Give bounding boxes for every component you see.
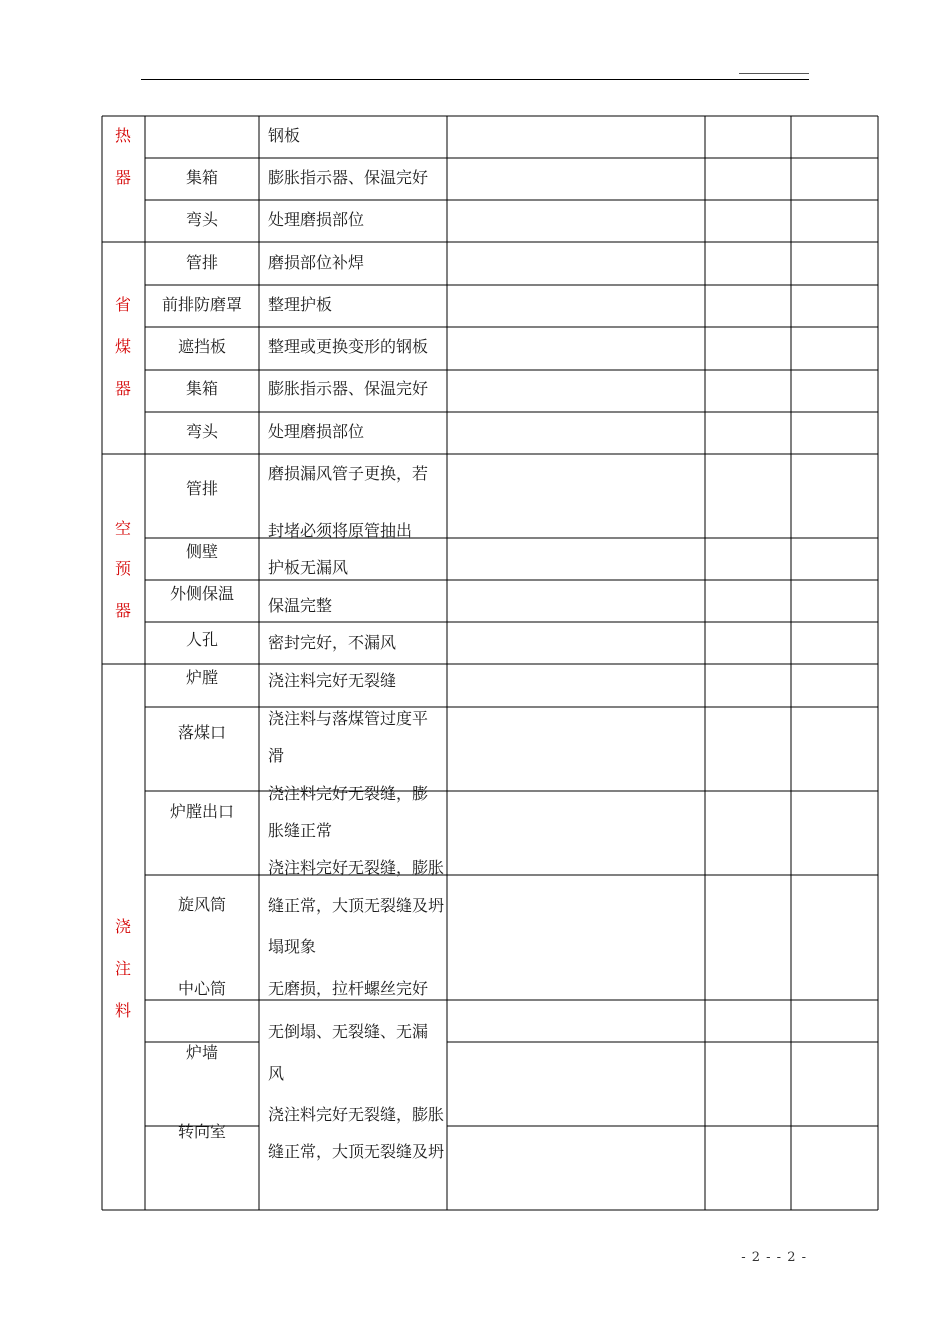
requirement-cell: 浇注料完好无裂缝 bbox=[268, 671, 397, 690]
requirement-cell: 钢板 bbox=[268, 126, 301, 145]
requirement-cell: 浇注料完好无裂缝，膨胀 bbox=[268, 858, 445, 877]
part-cell: 人孔 bbox=[185, 630, 218, 649]
part-cell: 侧壁 bbox=[185, 542, 218, 561]
part-cell: 炉膛出口 bbox=[169, 802, 234, 821]
page-number: - 2 - - 2 - bbox=[741, 1250, 807, 1265]
category-char: 料 bbox=[115, 1001, 132, 1020]
category-char: 器 bbox=[115, 601, 132, 620]
part-cell: 炉膛 bbox=[185, 668, 218, 687]
requirement-cell: 浇注料与落煤管过度平 bbox=[268, 709, 429, 728]
part-cell: 炉墙 bbox=[185, 1043, 218, 1062]
part-cell: 前排防磨罩 bbox=[161, 295, 242, 314]
part-cell: 集箱 bbox=[185, 168, 218, 187]
requirement-cell: 保温完整 bbox=[268, 596, 333, 615]
part-cell: 落煤口 bbox=[177, 723, 226, 742]
requirement-cell: 缝正常，大顶无裂缝及坍 bbox=[268, 896, 445, 915]
category-char: 省 bbox=[115, 295, 132, 314]
requirement-cell: 塌现象 bbox=[268, 937, 317, 956]
category-char: 浇 bbox=[115, 917, 132, 936]
requirement-cell: 磨损部位补焊 bbox=[268, 253, 365, 272]
category-char: 空 bbox=[115, 519, 132, 538]
part-cell: 弯头 bbox=[185, 210, 218, 229]
requirement-cell: 浇注料完好无裂缝，膨 bbox=[268, 784, 429, 803]
part-cell: 管排 bbox=[185, 479, 218, 498]
requirement-cell: 密封完好，不漏风 bbox=[268, 633, 397, 652]
category-char: 器 bbox=[115, 168, 132, 187]
requirement-cell: 处理磨损部位 bbox=[268, 422, 365, 441]
category-char: 预 bbox=[115, 559, 132, 578]
part-cell: 管排 bbox=[185, 253, 218, 272]
requirement-cell: 处理磨损部位 bbox=[268, 210, 365, 229]
category-char: 器 bbox=[115, 379, 132, 398]
category-char: 热 bbox=[115, 126, 132, 145]
part-cell: 转向室 bbox=[177, 1122, 226, 1141]
requirement-cell: 浇注料完好无裂缝，膨胀 bbox=[268, 1105, 445, 1124]
requirement-cell: 膨胀指示器、保温完好 bbox=[268, 379, 429, 398]
part-cell: 旋风筒 bbox=[177, 895, 226, 914]
part-cell: 弯头 bbox=[185, 422, 218, 441]
part-cell: 集箱 bbox=[185, 379, 218, 398]
requirement-cell: 磨损漏风管子更换，若 bbox=[268, 464, 429, 483]
category-char: 注 bbox=[115, 959, 132, 978]
part-cell: 遮挡板 bbox=[177, 337, 226, 356]
requirement-cell: 风 bbox=[268, 1064, 285, 1083]
requirement-cell: 膨胀指示器、保温完好 bbox=[268, 168, 429, 187]
part-cell: 外侧保温 bbox=[169, 584, 234, 603]
requirement-cell: 无磨损，拉杆螺丝完好 bbox=[268, 979, 429, 998]
requirement-cell: 封堵必须将原管抽出 bbox=[268, 521, 413, 540]
part-cell: 中心筒 bbox=[177, 979, 226, 998]
category-char: 煤 bbox=[115, 337, 132, 356]
requirement-cell: 无倒塌、无裂缝、无漏 bbox=[268, 1022, 429, 1041]
requirement-cell: 整理或更换变形的钢板 bbox=[268, 337, 429, 356]
requirement-cell: 滑 bbox=[268, 746, 285, 765]
requirement-cell: 整理护板 bbox=[268, 295, 333, 314]
requirement-cell: 缝正常，大顶无裂缝及坍 bbox=[268, 1142, 445, 1161]
requirement-cell: 护板无漏风 bbox=[268, 558, 349, 577]
requirement-cell: 胀缝正常 bbox=[268, 821, 333, 840]
